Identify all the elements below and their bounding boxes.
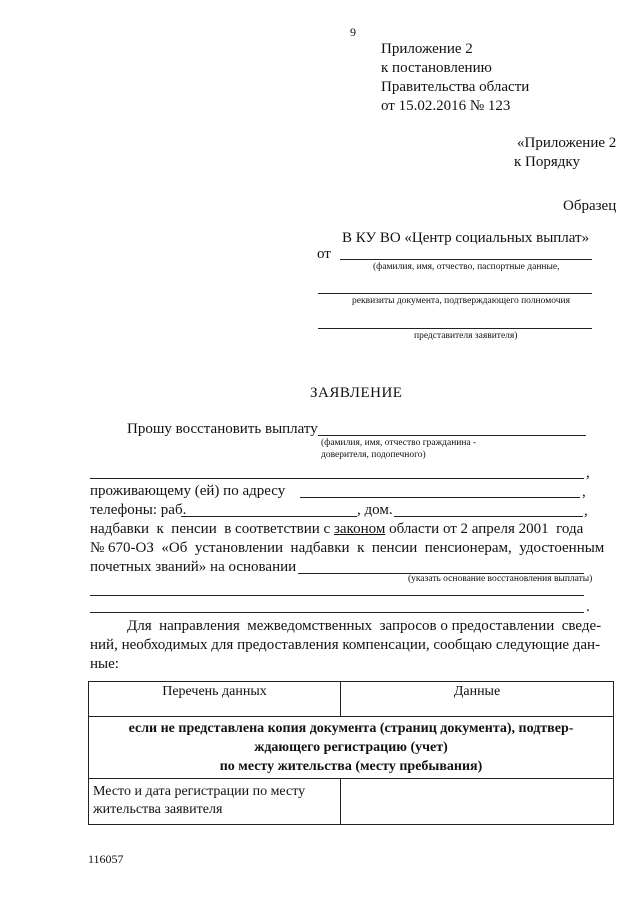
registration-label-line-2: жительства заявителя: [93, 802, 223, 817]
restore-hint-1: (фамилия, имя, отчество гражданина -: [321, 438, 477, 448]
addressee-hint-2: реквизиты документа, подтверждающего полномочия: [352, 296, 570, 306]
addressee-fill-line-3: [318, 328, 592, 329]
comma-1: ,: [586, 465, 590, 481]
from-fill-line: [340, 259, 592, 260]
table-section-row: [89, 717, 614, 779]
addressee-hint-1: (фамилия, имя, отчество, паспортные данные,: [373, 262, 560, 272]
addressee-to: В КУ ВО «Центр социальных выплат»: [342, 230, 590, 246]
table-header-row: [89, 682, 614, 717]
footer-code: 116057: [88, 852, 124, 866]
appendix-line-1: «Приложение 2: [517, 135, 617, 151]
addressee-hint-3: представителя заявителя): [414, 331, 518, 341]
header-line-2: к постановлению: [381, 60, 492, 76]
period: .: [586, 599, 590, 615]
phones-label: телефоны: раб.: [90, 502, 187, 518]
name-fill-line: [90, 478, 584, 479]
registration-value-cell[interactable]: [341, 779, 614, 825]
basis-hint: (указать основание восстановления выплаты): [408, 574, 593, 584]
sample-label: Образец: [563, 198, 617, 214]
section-heading: [89, 717, 614, 779]
header-line-4: от 15.02.2016 № 123: [381, 98, 511, 114]
section-heading-line-3: по месту жительства (месту пребывания): [219, 759, 483, 774]
header-line-3: Правительства области: [381, 79, 530, 95]
comma-2: ,: [582, 484, 586, 500]
phone-home-label: , дом.: [357, 502, 393, 518]
from-label: от: [317, 246, 331, 262]
law-line: № 670-ОЗ «Об установлении надбавки к пенсии пенсионерам, удостоенным: [90, 540, 605, 556]
allowance-pre: надбавки к пенсии в соответствии с: [90, 521, 334, 537]
interagency-line-2: ний, необходимых для предоставления компенсации, сообщаю следующие дан-: [90, 637, 601, 653]
basis-fill-line-3: [90, 612, 584, 613]
allowance-post: области от 2 апреля 2001 года: [385, 521, 584, 537]
section-heading-line-2: ждающего регистрацию (учет): [254, 740, 448, 755]
registration-label-line-1: Место и дата регистрации по месту: [93, 784, 306, 799]
page-number: 9: [350, 25, 356, 39]
appendix-block: [514, 134, 616, 172]
phone-work-fill-line: [181, 516, 357, 517]
data-table: [88, 681, 614, 825]
interagency-line-1: Для направления межведомственных запросов о предоставлении сведе-: [127, 618, 602, 634]
header-block: [381, 40, 529, 116]
restore-fill-line: [318, 435, 586, 436]
interagency-line-3: ные:: [90, 656, 119, 672]
phone-home-fill-line: [394, 516, 583, 517]
table-row: [89, 779, 614, 825]
col-header-data-list: Перечень данных: [89, 682, 341, 717]
document-title: ЗАЯВЛЕНИЕ: [310, 385, 403, 401]
address-fill-line: [300, 497, 580, 498]
restore-hint-2: доверителя, подопечного): [321, 450, 426, 460]
registration-label-cell: [89, 779, 341, 825]
allowance-line: [90, 520, 583, 539]
restore-text: Прошу восстановить выплату: [127, 421, 318, 437]
header-line-1: Приложение 2: [381, 41, 473, 57]
basis-fill-line-2: [90, 595, 584, 596]
section-heading-line-1: если не представлена копия документа (страниц документа), подтвер-: [128, 721, 574, 736]
law-link[interactable]: законом: [333, 521, 386, 537]
addressee-fill-line-2: [318, 293, 592, 294]
appendix-line-2: к Порядку: [514, 154, 580, 170]
comma-3: ,: [584, 503, 588, 519]
address-label: проживающему (ей) по адресу: [90, 483, 286, 499]
col-header-data: Данные: [341, 682, 614, 717]
basis-label: почетных званий» на основании: [90, 559, 297, 575]
